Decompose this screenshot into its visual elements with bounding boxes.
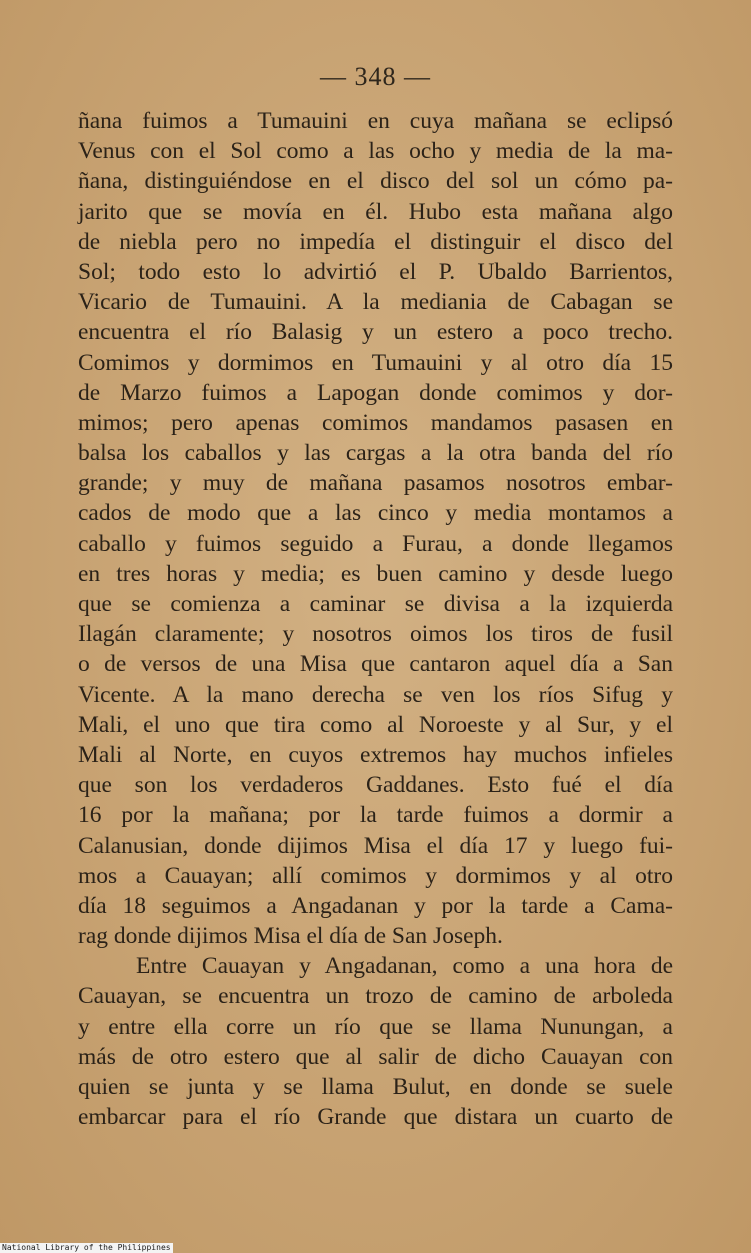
text-line: grande; y muy de mañana pasamos nosotros embar-: [78, 470, 673, 497]
text-line: jarito que se movía en él. Hubo esta mañana algo: [78, 198, 673, 225]
text-line: embarcar para el río Grande que distara un cuarto de: [78, 1104, 673, 1131]
text-line: balsa los caballos y las cargas a la otra banda del río: [78, 440, 673, 467]
text-line: de Marzo fuimos a Lapogan donde comimos y dor-: [78, 379, 673, 406]
text-line: que se comienza a caminar se divisa a la izquierda: [78, 591, 673, 617]
text-line: más de otro estero que al salir de dicho Cauayan con: [78, 1043, 673, 1070]
text-line: Vicario de Tumauini. A la mediania de Cabagan se: [78, 289, 673, 316]
text-line: y entre ella corre un río que se llama Nunungan, a: [78, 1013, 673, 1040]
text-line: Ilagán claramente; y nosotros oimos los tiros de fusil: [78, 621, 673, 648]
text-line: Venus con el Sol como a las ocho y media de la ma-: [78, 138, 673, 165]
body-text: [78, 106, 673, 1132]
text-line: Comimos y dormimos en Tumauini y al otro día 15: [78, 349, 673, 376]
text-line: Entre Cauayan y Angadanan, como a una hora de: [136, 953, 673, 980]
text-line: Vicente. A la mano derecha se ven los ríos Sifug y: [78, 681, 673, 708]
text-line: ñana fuimos a Tumauini en cuya mañana se eclipsó: [78, 108, 673, 134]
text-line: de niebla pero no impedía el distinguir el disco del: [78, 228, 673, 255]
text-line: quien se junta y se llama Bulut, en donde se suele: [78, 1074, 673, 1100]
text-line: Calanusian, donde dijimos Misa el día 17 y luego fui-: [78, 832, 673, 859]
text-line: en tres horas y media; es buen camino y desde luego: [78, 560, 673, 587]
text-line: mimos; pero apenas comimos mandamos pasasen en: [78, 409, 673, 436]
text-line: Mali al Norte, en cuyos extremos hay muchos infieles: [78, 741, 673, 768]
text-line: Sol; todo esto lo advirtió el P. Ubaldo Barrientos,: [78, 258, 673, 285]
text-line: rag donde dijimos Misa el día de San Joseph.: [78, 923, 503, 950]
page-number: — 348 —: [320, 62, 431, 91]
text-line: 16 por la mañana; por la tarde fuimos a dormir a: [78, 802, 673, 829]
text-line: caballo y fuimos seguido a Furau, a donde llegamos: [78, 530, 673, 557]
text-line: día 18 seguimos a Angadanan y por la tarde a Cama-: [78, 892, 673, 919]
text-line: Mali, el uno que tira como al Noroeste y al Sur, y el: [78, 711, 673, 738]
text-line: cados de modo que a las cinco y media montamos a: [78, 500, 673, 527]
text-line: ñana, distinguiéndose en el disco del sol un cómo pa-: [78, 168, 673, 195]
text-line: mos a Cauayan; allí comimos y dormimos y al otro: [78, 862, 673, 889]
text-line: encuentra el río Balasig y un estero a poco trecho.: [78, 319, 673, 346]
text-line: o de versos de una Misa que cantaron aquel día a San: [78, 651, 673, 678]
text-line: que son los verdaderos Gaddanes. Esto fué el día: [78, 772, 673, 799]
text-line: Cauayan, se encuentra un trozo de camino de arboleda: [78, 983, 673, 1010]
library-watermark: National Library of the Philippines: [2, 1243, 171, 1252]
